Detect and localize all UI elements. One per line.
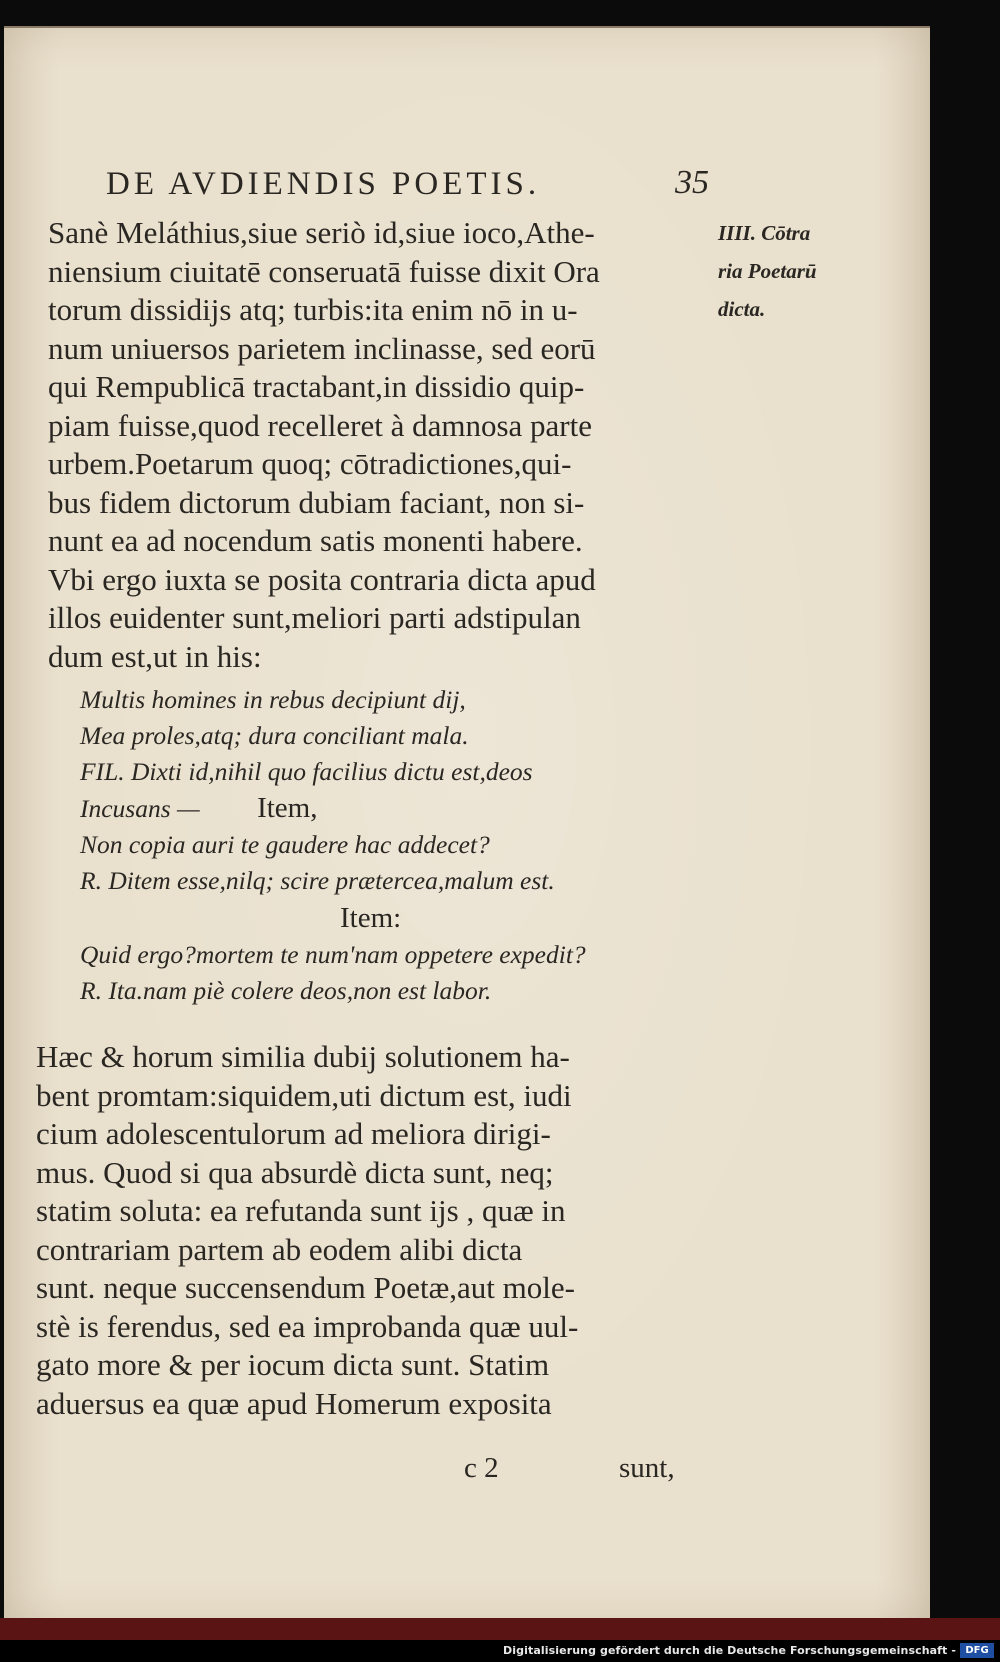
page-edge-band [0, 1618, 1000, 1640]
text-line: gato more & per iocum dicta sunt. Statim [36, 1347, 550, 1382]
verse-quotations [80, 682, 700, 1009]
verse-line: Incusans — [80, 794, 200, 823]
verse-line: Multis homines in rebus decipiunt dij, [80, 685, 466, 714]
running-head: DE AVDIENDIS POETIS. [106, 166, 541, 202]
text-line: stè is ferendus, sed ea improbanda quæ uul- [36, 1308, 579, 1344]
text-line: Vbi ergo iuxta se posita contraria dicta apud [48, 561, 596, 597]
text-line: cium adolescentulorum ad meliora dirigi- [36, 1116, 551, 1151]
text-line: mus. Quod si qua absurdè dicta sunt, neq; [36, 1154, 554, 1190]
text-line: Sanè Meláthius,siue seriò id,siue ioco,Athe- [48, 215, 595, 250]
footer-bar [0, 1640, 1000, 1662]
text-line: torum dissidijs atq; turbis:ita enim nō in u- [48, 292, 578, 327]
marginal-line: ria Poetarū [718, 259, 817, 283]
page-number: 35 [675, 164, 709, 201]
text-line: aduersus ea quæ apud Homerum exposita [36, 1385, 552, 1421]
marginal-note [718, 214, 858, 328]
verse-line: R. Ita.nam piè colere deos,non est labor. [80, 976, 492, 1005]
marginal-line: dicta. [718, 297, 766, 321]
signature-mark: c 2 [464, 1452, 499, 1484]
text-line: urbem.Poetarum quoq; cōtradictiones,qui- [48, 446, 572, 481]
page-footer [454, 1452, 714, 1492]
verse-line: Non copia auri te gaudere hac addecet? [80, 830, 490, 859]
text-line: statim soluta: ea refutanda sunt ijs , quæ in [36, 1193, 566, 1228]
text-line: num uniuersos parietem inclinasse, sed eorū [48, 330, 596, 366]
verse-line: FIL. Dixti id,nihil quo facilius dictu est,deos [80, 757, 533, 786]
text-line: dum est,ut in his: [48, 638, 262, 674]
text-line: bus fidem dictorum dubiam faciant, non si- [48, 484, 585, 520]
text-line: Hæc & horum similia dubij solutionem ha- [36, 1039, 570, 1074]
book-page [4, 26, 930, 1620]
running-header [90, 166, 730, 216]
item-label: Item: [340, 902, 402, 934]
funding-credit: Digitalisierung gefördert durch die Deutsche Forschungsgemeinschaft - [503, 1644, 956, 1657]
verse-line: Quid ergo?mortem te num'nam oppetere expedit? [80, 940, 586, 969]
item-label: Item, [257, 792, 318, 824]
body-text [48, 214, 708, 676]
verse-line-with-item [80, 790, 700, 827]
body-text-continued [36, 1038, 716, 1423]
text-line: piam fuisse,quod recelleret à damnosa parte [48, 407, 592, 443]
text-line: illos euidenter sunt,meliori parti adstipulan [48, 600, 581, 635]
verse-line: Mea proles,atq; dura conciliant mala. [80, 721, 469, 750]
text-line: qui Rempublicā tractabant,in dissidio quip- [48, 369, 585, 404]
dfg-logo: DFG [960, 1643, 994, 1658]
text-line: sunt. neque succensendum Poetæ,aut mole- [36, 1270, 575, 1305]
marginal-line: IIII. Cōtra [718, 221, 811, 245]
text-line: nunt ea ad nocendum satis monenti habere. [48, 523, 583, 558]
verse-line: R. Ditem esse,nilq; scire prætercea,malum est. [80, 866, 555, 895]
catchword: sunt, [619, 1452, 675, 1484]
text-line: niensium ciuitatē conseruatā fuisse dixit Ora [48, 253, 600, 289]
text-line: bent promtam:siquidem,uti dictum est, iudi [36, 1077, 572, 1113]
text-line: contrariam partem ab eodem alibi dicta [36, 1231, 523, 1267]
